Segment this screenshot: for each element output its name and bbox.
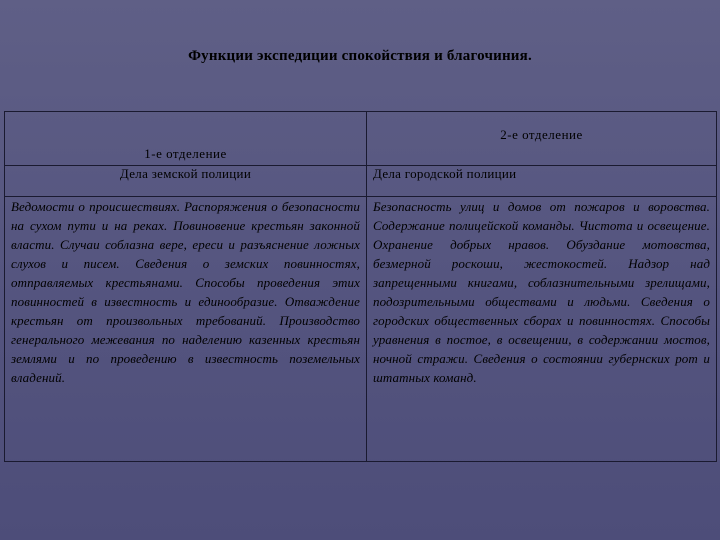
department-2-cell: 2-е отделение	[367, 112, 717, 166]
functions-table	[4, 111, 717, 462]
content-row	[5, 197, 717, 462]
gorodskaya-police-text: Безопасность улиц и домов от пожаров и воровства. Содержание полицейской команды. Чистота и освещение. Охранение добрых нравов. Обуздание мотовства, безмерной роскоши, жестокостей. Надзор над запрещенными книгами, соблазнительными зрелищами, подозрительными обществами и людьми. Сведения о городских общественных сборах и повинностях. Способы уравнения в постое, в освещении, в содержании мостов, ночной стражи. Сведения о состоянии губернских рот и штатных команд.	[367, 197, 717, 462]
department-1-cell: 1-е отделение	[5, 112, 367, 166]
heading-row	[5, 166, 717, 197]
gorodskaya-police-heading: Дела городской полиции	[367, 166, 717, 197]
page-title: Функции экспедиции спокойствия и благочиния.	[188, 48, 532, 64]
zemskaya-police-text: Ведомости о происшествиях. Распоряжения о безопасности на сухом пути и на реках. Повиновение крестьян законной власти. Случаи соблазна вере, ереси и разъяснение ложных слухов и писем. Сведения о земских повинностях, отправляемых крестьянами. Способы проведения этих повинностей в известность и единообразие. Отваждение крестьян от произвольных требований. Производство генерального межевания по наделению казенных крестьян землями и по проведению в известность поземельных владений.	[5, 197, 367, 462]
zemskaya-police-heading: Дела земской полиции	[5, 166, 367, 197]
department-row	[5, 112, 717, 166]
